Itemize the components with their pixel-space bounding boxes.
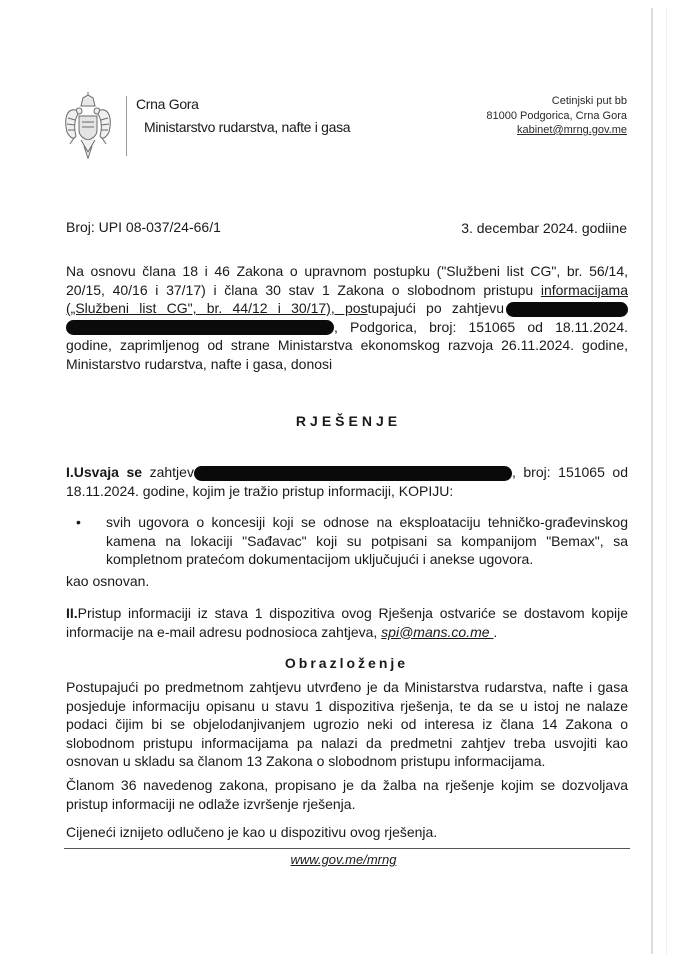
redaction-bar [194,466,512,481]
requester-email-link[interactable]: spi@mans.co.me [381,623,494,640]
reasoning-paragraph-3: Cijeneći iznijeto odlučeno je kao u dispozitivu ovog rješenja. [66,824,438,840]
ministry-address [486,94,627,138]
page-edge-shadow [651,8,653,954]
montenegro-coat-of-arms-icon [62,92,114,160]
ministry-email-link[interactable]: kabinet@mrng.gov.me [516,124,627,136]
disposition-item-2 [66,604,628,641]
intro-underlined-text: informacijama („Službeni list CG", br. 44/12 i 30/17), pos [66,281,628,316]
address-city: 81000 Podgorica, Crna Gora [486,109,627,122]
item-1-text-2: , broj: 151065 od 18.11.2024. godine, kojim je tražio pristup informaciji, KOPIJU: [66,464,628,499]
redaction-bar [66,320,334,335]
list-item: svih ugovora o koncesiji koji se odnose na eksploataciju tehničko-građevinskog kamena na lokaciji "Sađavac" koji su potpisani sa kompanijom "Bemax", sa kompletnom pratećom dokumentacijom uključujući i anekse ugovora. [106,514,628,567]
item-2-end: . [493,623,498,640]
disposition-item-1 [66,463,628,500]
intro-text-2: tupajući po zahtjevu [367,300,504,316]
reasoning-paragraph-1: Postupajući po predmetnom zahtjevu utvrđeno je da Ministarstva rudarstva, nafte i gasa posjeduje informaciju opisanu u stavu 1 dispozitiva rješenja, te da se u istoj ne nalaze podaci čijim bi se objelodanjivanjem ugrozio neki od interesa iz člana 14 Zakona o slobodnom pristupu informacijama pa nalazi da predmetni zahtjev treba usvojiti kao osnovan u skladu sa članom 13 Zakona o slobodnom pristupu informacijama. [66,679,628,769]
bullet-icon: • [76,514,81,530]
address-street: Cetinjski put bb [551,95,627,107]
footer-divider [64,848,630,849]
kao-osnovan: kao osnovan. [66,573,150,589]
intro-text-1: Na osnovu člana 18 i 46 Zakona o upravnom postupku ("Službeni list CG", br. 56/14, 20/15, 40/16 i 37/17) i člana 30 stav 1 Zakona o slobodnom pristupu [66,263,628,298]
header-divider [126,96,127,156]
item-1-text-1: zahtjev [142,464,194,480]
item-2-text: Pristup informaciji iz stava 1 dispozitiva ovog Rješenja ostvariće se dostavom kopije informacije na e-mail adresu podnosioca zahtjeva, [66,605,628,640]
intro-paragraph [66,262,628,373]
decision-title: RJEŠENJE [295,413,402,429]
case-number: Broj: UPI 08-037/24-66/1 [66,219,221,235]
footer-website-link[interactable]: www.gov.me/mrng [290,852,397,867]
redaction-bar [506,302,628,317]
reasoning-title: Obrazloženje [284,655,409,671]
item-1-label: I.Usvaja se [66,464,143,480]
item-2-label: II. [66,605,78,621]
ministry-name: Ministarstvo rudarstva, nafte i gasa [144,119,351,135]
reasoning-paragraph-2: Članom 36 navedenog zakona, propisano je da žalba na rješenje kojim se dozvoljava pristup informaciji ne odlaže izvršenje rješenja. [66,777,628,812]
intro-text-3: , Podgorica, broj: 151065 od 18.11.2024. godine, zaprimljenog od strane Ministarstva ekonomskog razvoja 26.11.2024. godine, Ministarstvo rudarstva, nafte i gasa, donosi [66,318,628,372]
document-date: 3. decembar 2024. godiine [461,220,627,236]
country-name: Crna Gora [136,96,199,112]
bullet-list [76,513,628,569]
page-edge-shadow [666,8,667,954]
